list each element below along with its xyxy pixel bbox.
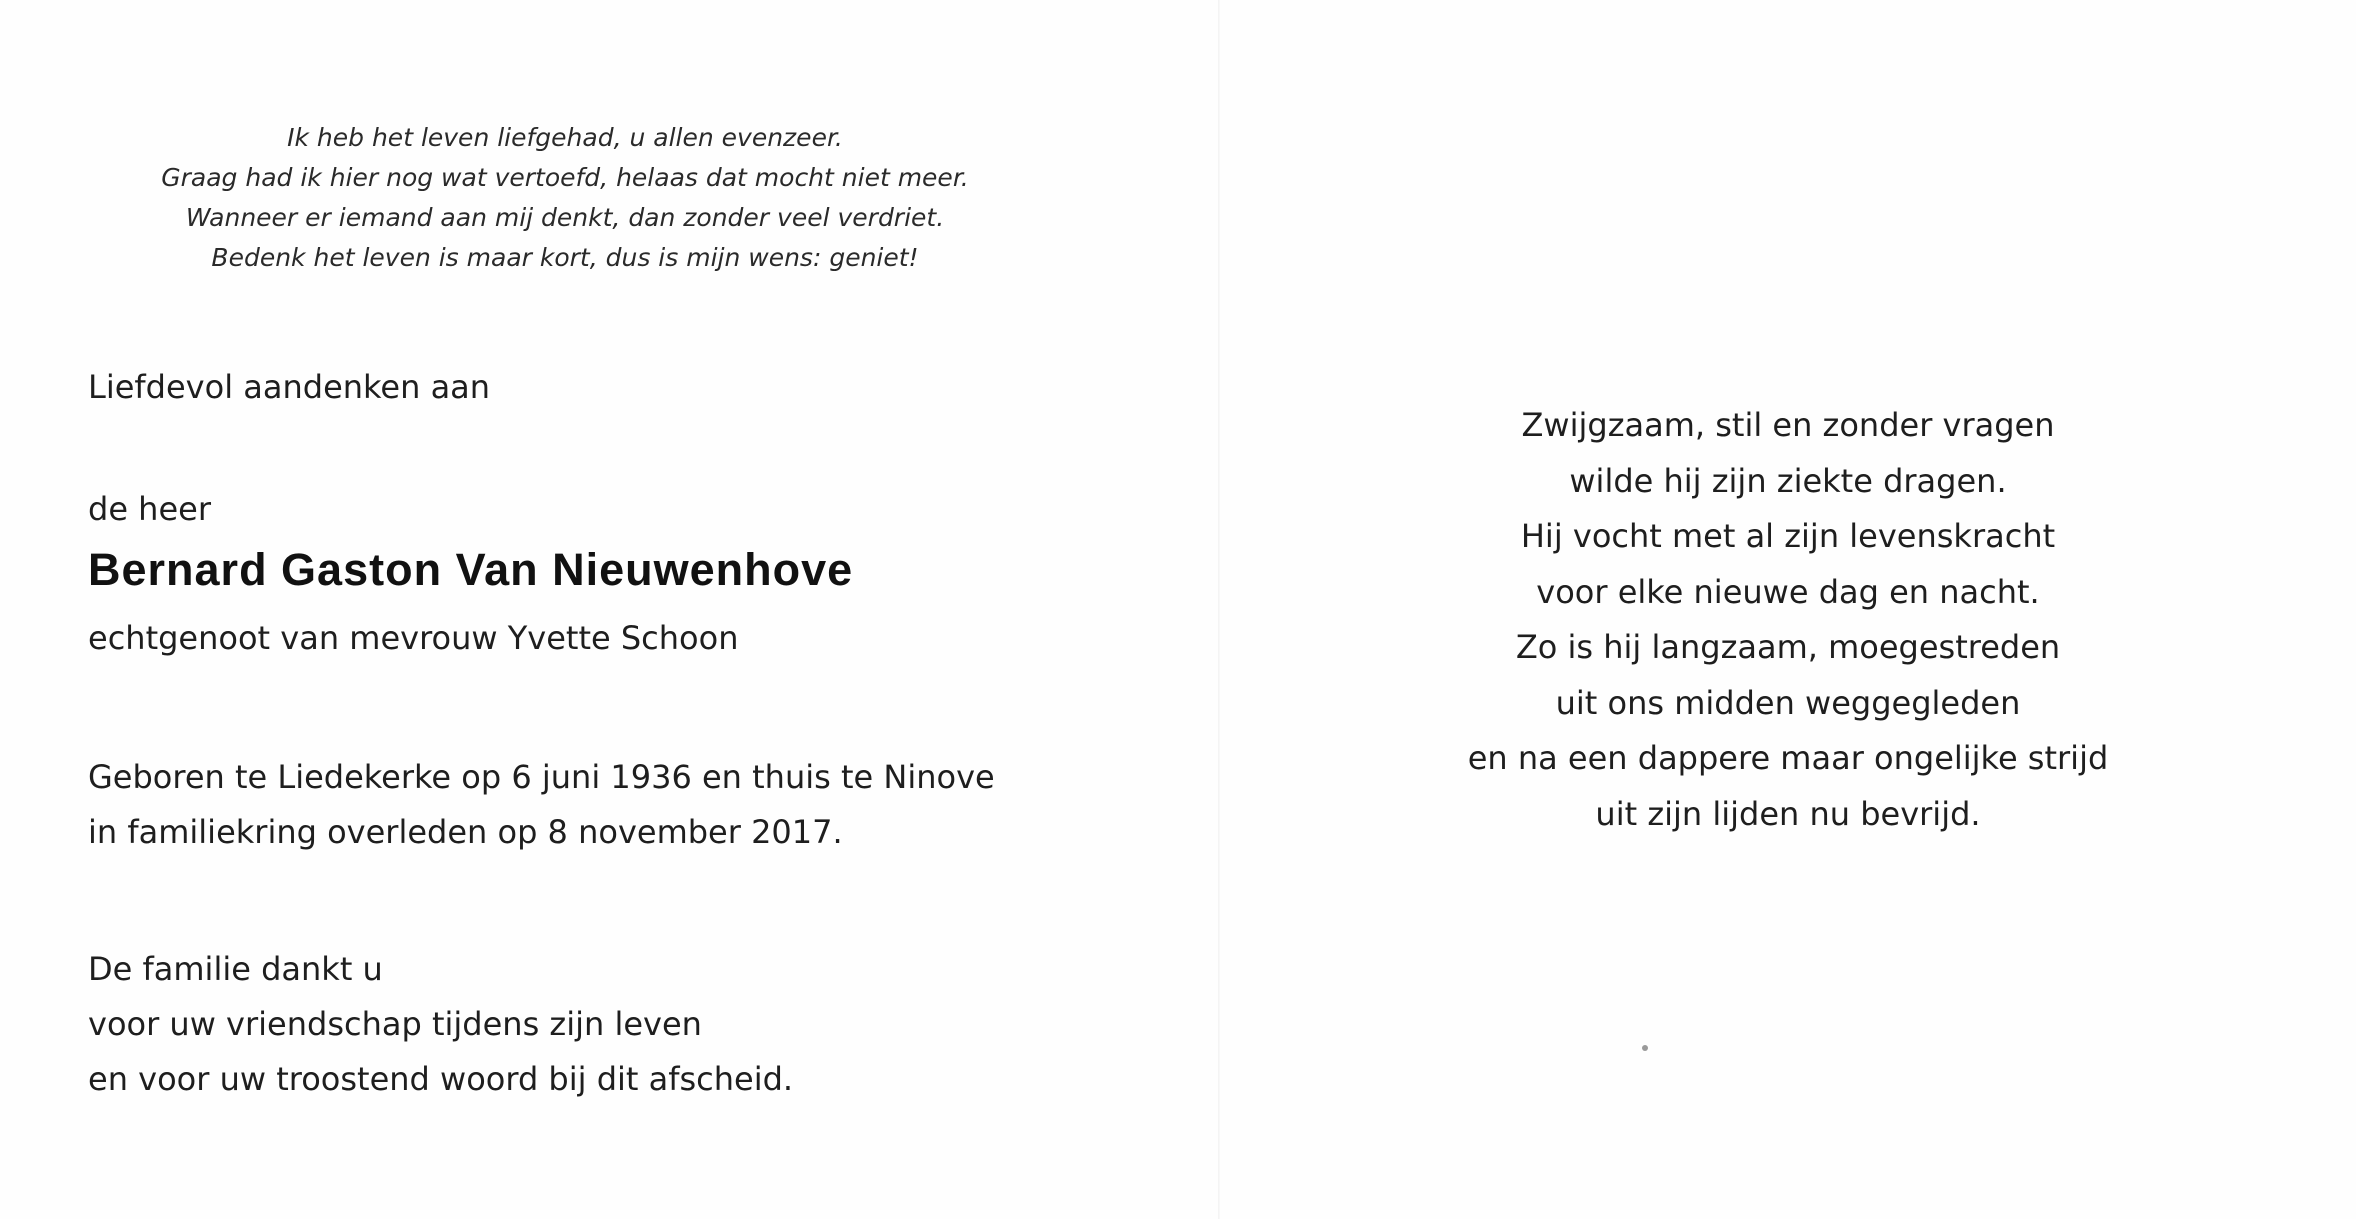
memorial-poem-line: uit ons midden weggegleden xyxy=(1555,683,2021,722)
family-thanks-line: en voor uw troostend woord bij dit afscheid. xyxy=(88,1060,794,1098)
memorial-poem-line: Hij vocht met al zijn levenskracht xyxy=(1520,517,2056,555)
birth-death-line: in familiekring overleden op 8 november 2017. xyxy=(88,813,843,851)
opening-poem-line: Wanneer er iemand aan mij denkt, dan zonder veel verdriet. xyxy=(185,203,945,232)
opening-poem-line: Graag had ik hier nog wat vertoefd, helaas dat mocht niet meer. xyxy=(161,163,969,192)
memorial-poem-line: Zwijgzaam, stil en zonder vragen xyxy=(1521,406,2055,444)
right-panel xyxy=(1220,0,2356,1219)
memorial-poem-line: uit zijn lijden nu bevrijd. xyxy=(1595,794,1981,833)
birth-death-line: Geboren te Liedekerke op 6 juni 1936 en thuis te Ninove xyxy=(88,758,995,796)
spouse-line: echtgenoot van mevrouw Yvette Schoon xyxy=(88,619,739,657)
memorial-poem-line: wilde hij zijn ziekte dragen. xyxy=(1569,461,2007,500)
memorial-poem-line: en na een dappere maar ongelijke strijd xyxy=(1467,739,2109,777)
honorific: de heer xyxy=(88,490,211,528)
family-thanks xyxy=(88,942,793,1107)
paper-speck xyxy=(1642,1045,1648,1051)
intro-text: Liefdevol aandenken aan xyxy=(88,368,491,406)
memorial-poem-line: Zo is hij langzaam, moegestreden xyxy=(1515,628,2061,666)
family-thanks-line: De familie dankt u xyxy=(88,950,383,988)
opening-poem-line: Ik heb het leven liefgehad, u allen evenzeer. xyxy=(287,123,843,152)
deceased-name: Bernard Gaston Van Nieuwenhove xyxy=(88,544,854,595)
memorial-poem xyxy=(1220,398,2356,842)
opening-poem xyxy=(0,118,1130,278)
opening-poem-line: Bedenk het leven is maar kort, dus is mijn wens: geniet! xyxy=(211,243,919,272)
family-thanks-line: voor uw vriendschap tijdens zijn leven xyxy=(88,1005,702,1043)
memorial-poem-line: voor elke nieuwe dag en nacht. xyxy=(1536,572,2040,611)
birth-death-info xyxy=(88,750,995,860)
